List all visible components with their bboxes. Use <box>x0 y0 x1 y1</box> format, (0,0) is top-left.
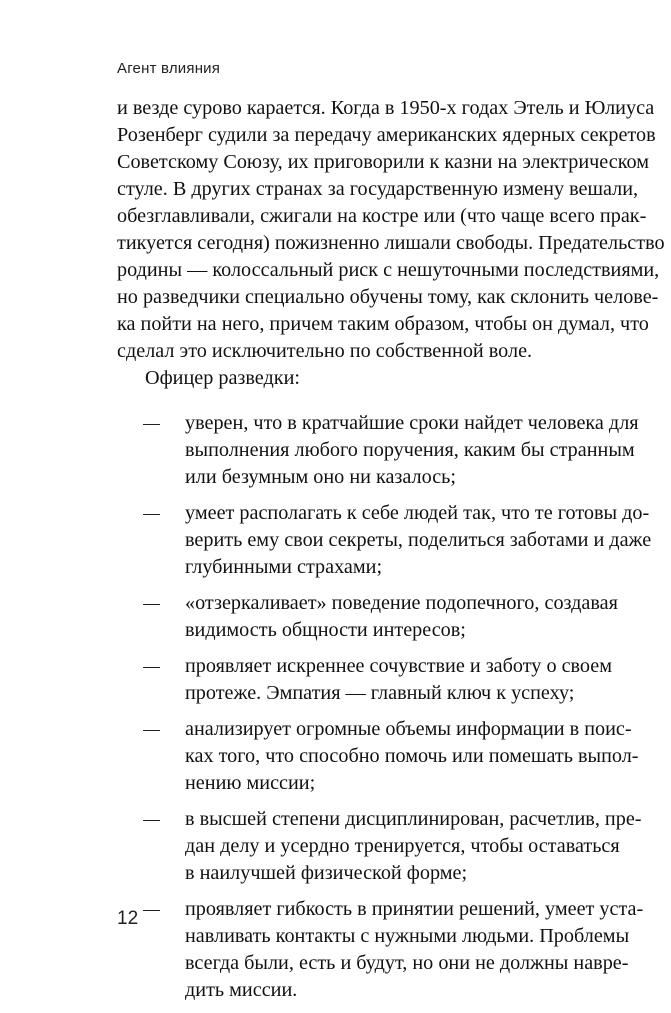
list-intro: Офицер разведки: <box>145 367 300 389</box>
list-item-line: видимость общности интересов; <box>185 619 466 641</box>
list-item-line: выполнения любого поручения, каким бы странным <box>185 439 635 461</box>
list-item-line: глубинными страхами; <box>185 556 383 578</box>
running-head: Агент влияния <box>117 60 221 77</box>
paragraph <box>117 95 665 365</box>
list-item-line: умеет располагать к себе людей так, что те готовы до- <box>185 502 650 524</box>
list-item-line: дить миссии. <box>185 979 298 1001</box>
em-dash-bullet <box>143 806 169 833</box>
paragraph-line: Советскому Союзу, их приговорили к казни на электрическом <box>117 151 649 173</box>
paragraph-line: ка пойти на него, причем таким образом, чтобы он думал, что <box>117 313 649 335</box>
em-dash-bullet <box>143 896 169 923</box>
em-dash-bullet <box>143 590 169 617</box>
paragraph-line: и везде сурово карается. Когда в 1950-х годах Этель и Юлиуса <box>117 97 655 119</box>
em-dash-bullet <box>143 500 169 527</box>
list-item-line: проявляет искреннее сочувствие и заботу о своем <box>185 655 613 677</box>
paragraph-line: но разведчики специально обучены тому, как склонить челове- <box>117 286 659 308</box>
list-item-line: всегда были, есть и будут, но они не должны навре- <box>185 952 629 974</box>
paragraph-line: Розенберг судили за передачу американских ядерных секретов <box>117 124 656 146</box>
paragraph-line: сделал это исключительно по собственной воле. <box>117 340 533 362</box>
list-item <box>117 653 613 707</box>
list-item-line: ках того, что способно помочь или помешать выпол- <box>185 745 639 767</box>
list-item-line: проявляет гибкость в принятии решений, умеет уста- <box>185 898 644 920</box>
paragraph-line: тикуется сегодня) пожизненно лишали свободы. Предательство <box>117 232 665 254</box>
paragraph-line: родины — колоссальный риск с нешуточными последствиями, <box>117 259 660 281</box>
paragraph-line: обезглавливали, сжигали на костре или (что чаще всего прак- <box>117 205 647 227</box>
list-item <box>117 590 618 644</box>
list-item <box>117 806 642 887</box>
list-item-line: в высшей степени дисциплинирован, расчетлив, пре- <box>185 808 642 830</box>
list-item-line: навливать контакты с нужными людьми. Проблемы <box>185 925 630 947</box>
list-item <box>117 716 639 797</box>
list-item-line: «отзеркаливает» поведение подопечного, создавая <box>185 592 618 614</box>
list-item-line: нению миссии; <box>185 772 316 794</box>
list-item-line: уверен, что в кратчайшие сроки найдет человека для <box>185 412 639 434</box>
body-text <box>117 95 665 1013</box>
em-dash-bullet <box>143 410 169 437</box>
list-item-line: анализирует огромные объемы информации в поис- <box>185 718 632 740</box>
em-dash-bullet <box>143 716 169 743</box>
list-item <box>117 500 652 581</box>
em-dash-bullet <box>143 653 169 680</box>
paragraph-line: стуле. В других странах за государственную измену вешали, <box>117 178 639 200</box>
page-number: 12 <box>117 908 139 929</box>
bullet-list <box>117 410 652 1004</box>
list-item-line: или безумным оно ни казалось; <box>185 466 456 488</box>
list-item-line: в наилучшей физической форме; <box>185 862 468 884</box>
list-item <box>117 896 644 1004</box>
list-item <box>117 410 639 491</box>
list-item-line: протеже. Эмпатия — главный ключ к успеху; <box>185 682 575 704</box>
list-item-line: дан делу и усердно тренируется, чтобы оставаться <box>185 835 620 857</box>
list-item-line: верить ему свои секреты, поделиться заботами и даже <box>185 529 652 551</box>
